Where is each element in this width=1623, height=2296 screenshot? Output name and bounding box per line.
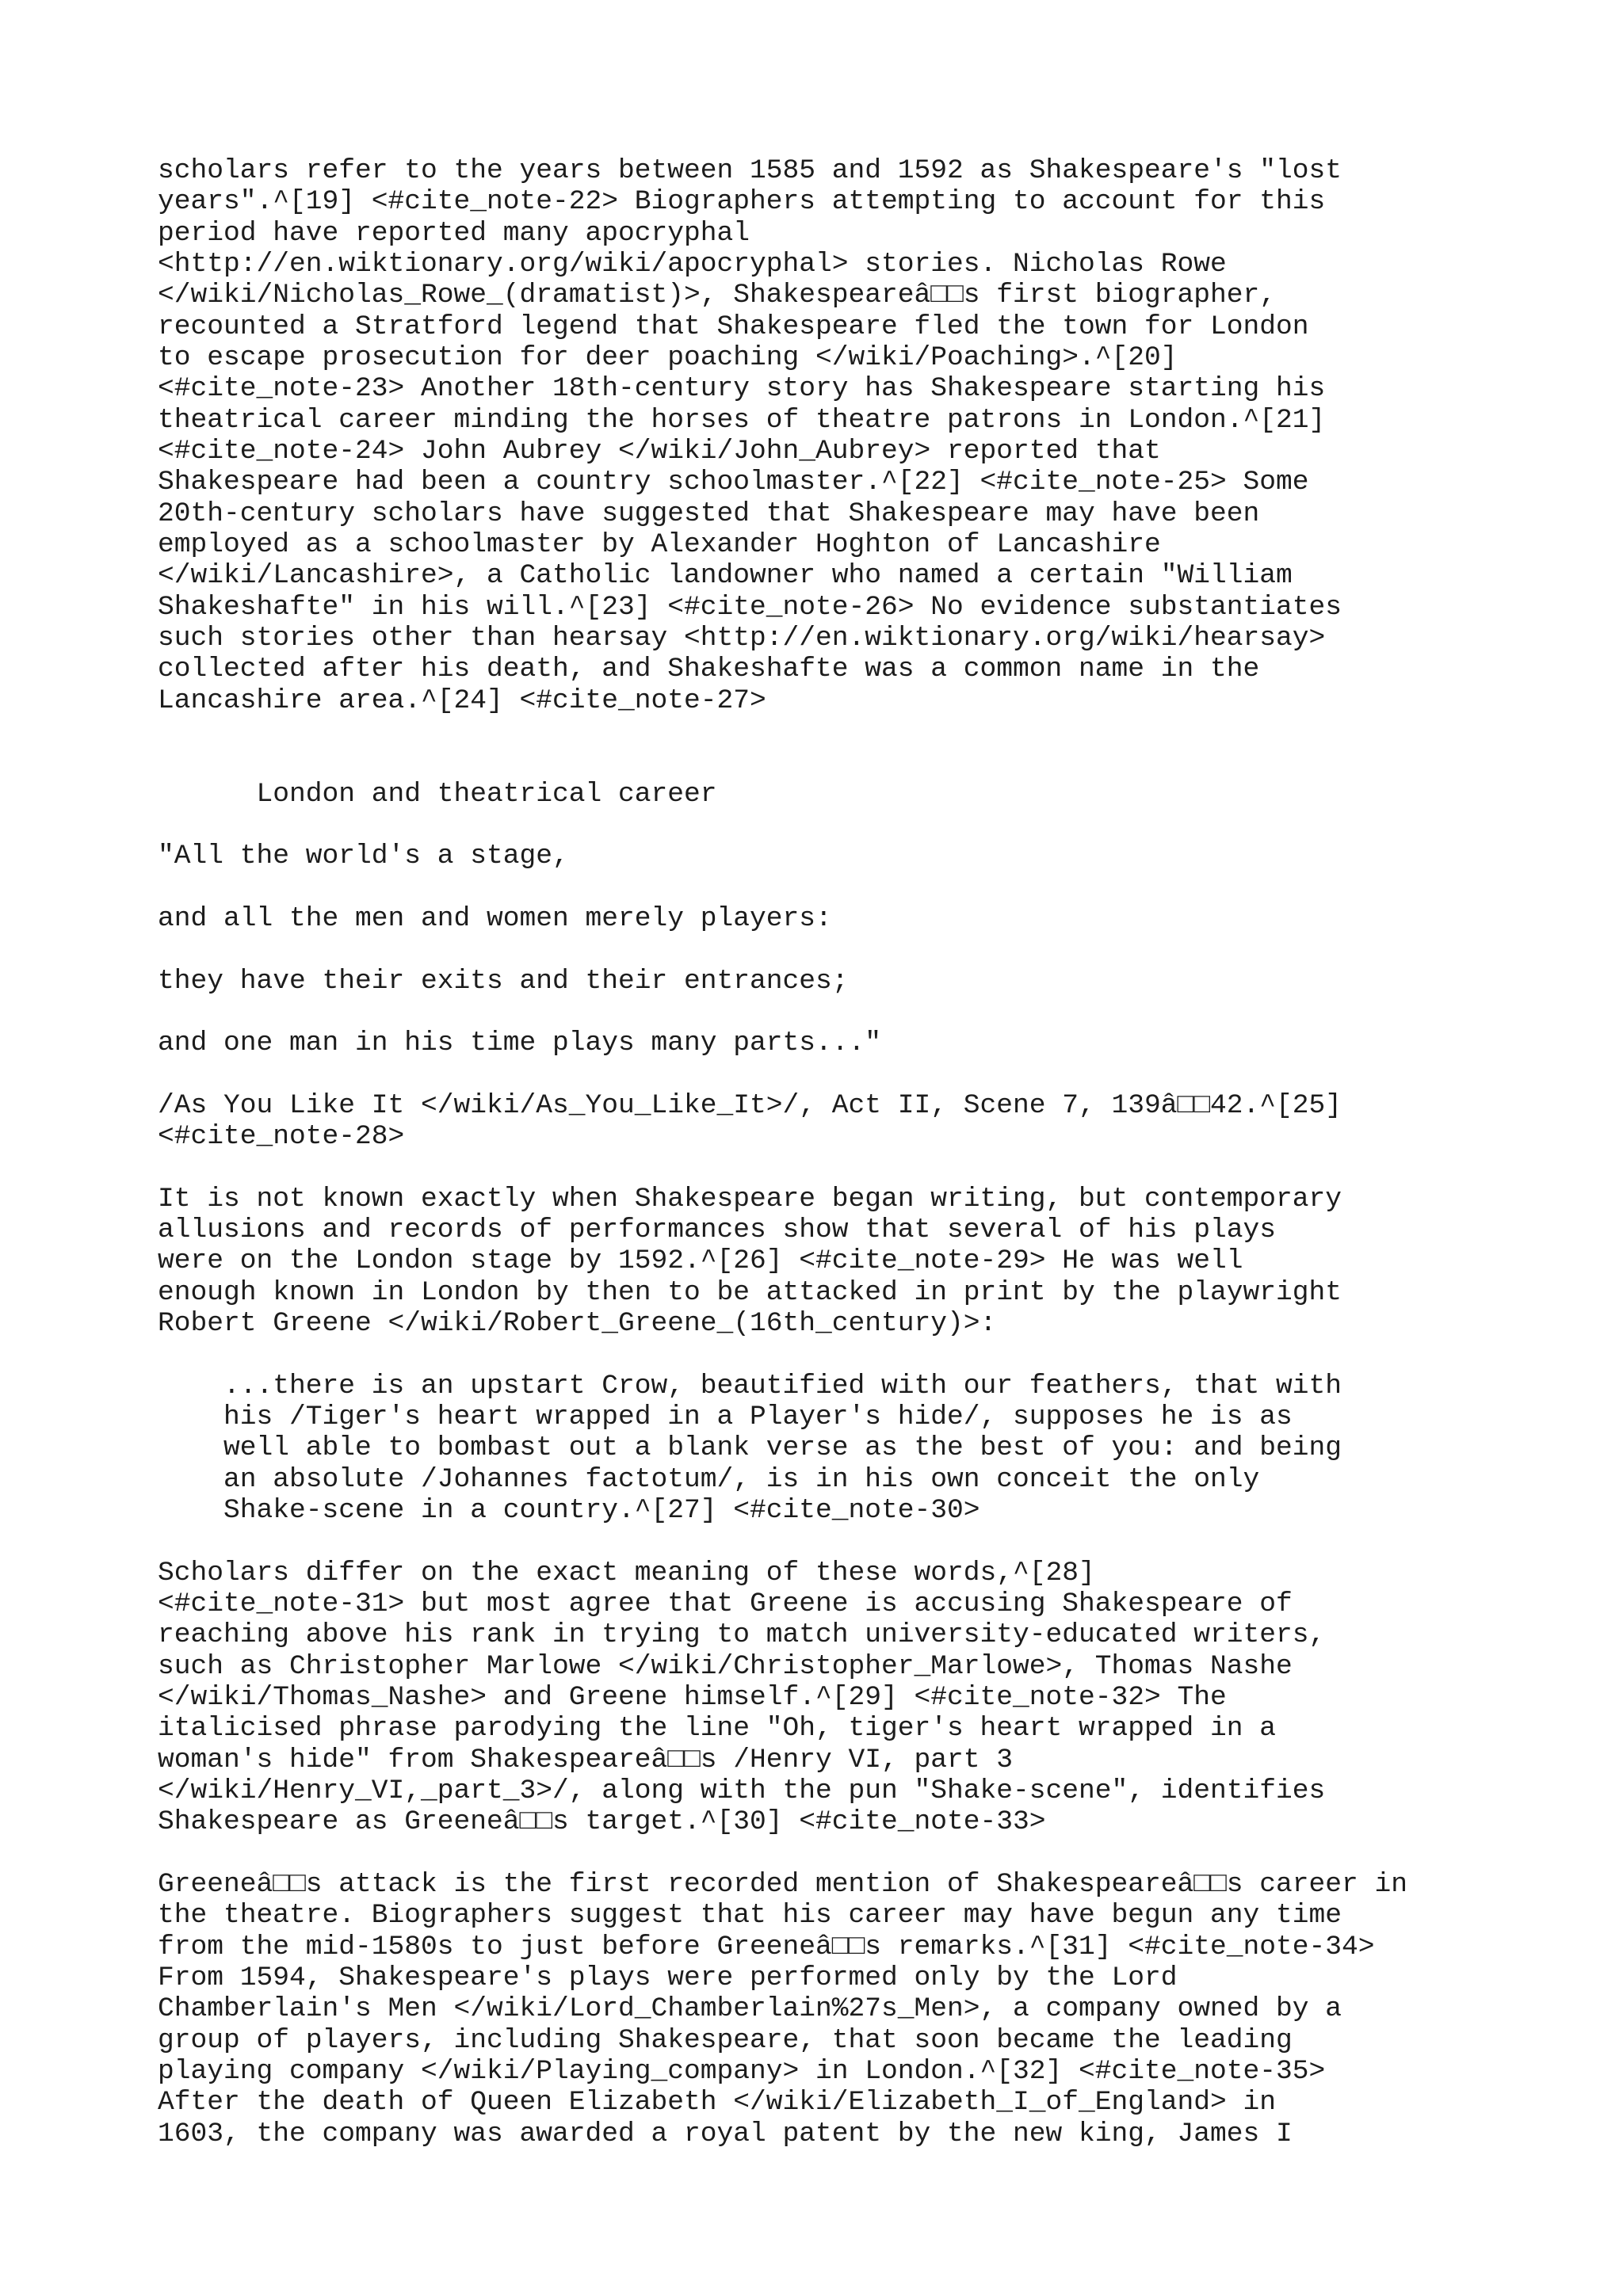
section-heading: London and theatrical career [256, 778, 717, 810]
spacer [158, 997, 1584, 1028]
document-page [158, 155, 1584, 2149]
text-line: 1603, the company was awarded a royal patent by the new king, James I [158, 2118, 1293, 2149]
text-line: enough known in London by then to be attacked in print by the playwright [158, 1276, 1342, 1308]
text-line: years".^[19] <#cite_note-22> Biographers attempting to account for this [158, 186, 1326, 218]
text-line: woman's hide" from Shakespeareâ□□s /Henry VI, part 3 [158, 1744, 1014, 1775]
text-line: <http://en.wiktionary.org/wiki/apocryphal> stories. Nicholas Rowe [158, 248, 1227, 280]
spacer [158, 716, 1584, 747]
text-line: </wiki/Nicholas_Rowe_(dramatist)>, Shakespeareâ□□s first biographer, [158, 280, 1277, 311]
text-line: theatrical career minding the horses of theatre patrons in London.^[21] [158, 404, 1326, 436]
text-line: Chamberlain's Men </wiki/Lord_Chamberlain%27s_Men>, a company owned by a [158, 1993, 1342, 2025]
epigraph-line: and one man in his time plays many parts..." [158, 1028, 882, 1059]
quote-line: his /Tiger's heart wrapped in a Player's hide/, supposes he is as [223, 1402, 1293, 1433]
epigraph-source: /As You Like It </wiki/As_You_Like_It>/, Act II, Scene 7, 139â□□42.^[25] [158, 1089, 1342, 1121]
text-line: 20th-century scholars have suggested that Shakespeare may have been [158, 498, 1260, 529]
epigraph-line: and all the men and women merely players: [158, 902, 832, 934]
epigraph-line: they have their exits and their entrances; [158, 965, 849, 997]
spacer [158, 1526, 1584, 1557]
spacer [158, 1059, 1584, 1090]
text-line: Greeneâ□□s attack is the first recorded mention of Shakespeareâ□□s career in [158, 1869, 1408, 1901]
text-line: <#cite_note-31> but most agree that Greene is accusing Shakespeare of [158, 1589, 1293, 1620]
text-line: From 1594, Shakespeare's plays were performed only by the Lord [158, 1962, 1178, 1994]
epigraph-line: "All the world's a stage, [158, 841, 569, 872]
quote-line: ...there is an upstart Crow, beautified with our feathers, that with [223, 1370, 1342, 1402]
text-line: </wiki/Lancashire>, a Catholic landowner who named a certain "William [158, 560, 1293, 592]
paragraph-scholars-differ [158, 1558, 1584, 1838]
text-line: reaching above his rank in trying to match university-educated writers, [158, 1619, 1326, 1651]
text-line: <#cite_note-23> Another 18th-century story has Shakespeare starting his [158, 373, 1326, 405]
text-line: collected after his death, and Shakeshafte was a common name in the [158, 654, 1260, 685]
text-line: scholars refer to the years between 1585 and 1592 as Shakespeare's "lost [158, 155, 1342, 186]
text-line: the theatre. Biographers suggest that his career may have begun any time [158, 1900, 1342, 1932]
text-line: from the mid-1580s to just before Greeneâ□□s remarks.^[31] <#cite_note-34> [158, 1931, 1375, 1962]
text-line: to escape prosecution for deer poaching </wiki/Poaching>.^[20] [158, 341, 1178, 373]
text-line: Lancashire area.^[24] <#cite_note-27> [158, 685, 766, 716]
spacer [158, 810, 1584, 841]
quote-line: Shake-scene in a country.^[27] <#cite_note-30> [223, 1495, 980, 1527]
text-line: recounted a Stratford legend that Shakespeare fled the town for London [158, 311, 1309, 342]
text-line: employed as a schoolmaster by Alexander Hoghton of Lancashire [158, 528, 1161, 560]
text-line: such as Christopher Marlowe </wiki/Christopher_Marlowe>, Thomas Nashe [158, 1650, 1293, 1682]
text-line: italicised phrase parodying the line "Oh, tiger's heart wrapped in a [158, 1713, 1277, 1745]
text-line: After the death of Queen Elizabeth </wiki/Elizabeth_I_of_England> in [158, 2087, 1277, 2119]
block-quote [158, 1371, 1584, 1527]
spacer [158, 872, 1584, 903]
epigraph-source: <#cite_note-28> [158, 1121, 405, 1153]
text-line: period have reported many apocryphal [158, 217, 750, 249]
text-line: </wiki/Thomas_Nashe> and Greene himself.^[29] <#cite_note-32> The [158, 1682, 1227, 1714]
paragraph-early-career [158, 1184, 1584, 1340]
text-line: Robert Greene </wiki/Robert_Greene_(16th_century)>: [158, 1308, 997, 1340]
text-line: allusions and records of performances show that several of his plays [158, 1215, 1277, 1246]
spacer [158, 1838, 1584, 1869]
text-line: Shakespeare as Greeneâ□□s target.^[30] <#cite_note-33> [158, 1806, 1046, 1838]
text-line: such stories other than hearsay <http://en.wiktionary.org/wiki/hearsay> [158, 622, 1326, 654]
spacer [158, 934, 1584, 965]
spacer [158, 747, 1584, 778]
paragraph-lost-years [158, 155, 1584, 716]
epigraph [158, 841, 1584, 1152]
text-line: <#cite_note-24> John Aubrey </wiki/John_Aubrey> reported that [158, 435, 1161, 467]
text-line: </wiki/Henry_VI,_part_3>/, along with the pun "Shake-scene", identifies [158, 1775, 1326, 1807]
text-line: Shakeshafte" in his will.^[23] <#cite_note-26> No evidence substantiates [158, 591, 1342, 623]
spacer [158, 1339, 1584, 1370]
text-line: playing company </wiki/Playing_company> in London.^[32] <#cite_note-35> [158, 2056, 1326, 2088]
paragraph-greenes-attack [158, 1869, 1584, 2149]
text-line: Scholars differ on the exact meaning of these words,^[28] [158, 1557, 1095, 1589]
quote-line: well able to bombast out a blank verse as the best of you: and being [223, 1432, 1342, 1464]
spacer [158, 1153, 1584, 1184]
text-line: Shakespeare had been a country schoolmaster.^[22] <#cite_note-25> Some [158, 467, 1309, 498]
text-line: group of players, including Shakespeare, that soon became the leading [158, 2024, 1293, 2056]
text-line: were on the London stage by 1592.^[26] <#cite_note-29> He was well [158, 1245, 1243, 1277]
text-line: It is not known exactly when Shakespeare began writing, but contemporary [158, 1183, 1342, 1215]
quote-line: an absolute /Johannes factotum/, is in his own conceit the only [223, 1463, 1260, 1495]
